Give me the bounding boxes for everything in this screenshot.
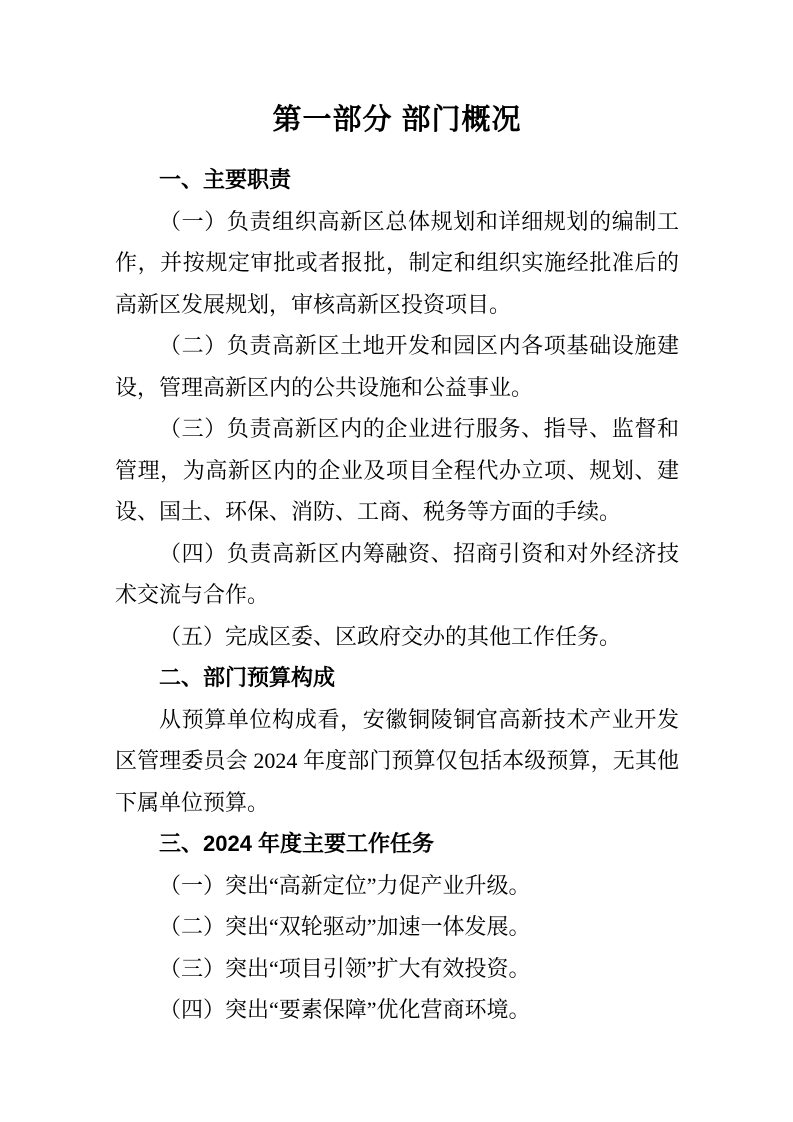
section-heading-budget-composition: 二、部门预算构成 — [159, 665, 336, 690]
paragraph: （二）突出“双轮驱动”加速一体发展。 — [159, 914, 531, 939]
section-heading-2024-main-tasks: 三、2024 年度主要工作任务 — [159, 831, 435, 856]
section-heading-main-duties: 一、主要职责 — [159, 167, 292, 192]
paragraph: （三）突出“项目引领”扩大有效投资。 — [159, 955, 531, 981]
paragraph: 从预算单位构成看，安徽铜陵铜官高新技术产业开发区管理委员会 2024 年度部门预算仅包括本级预算，无其他下属单位预算。 — [115, 706, 679, 815]
paragraph: （四）负责高新区内筹融资、招商引资和对外经济技术交流与合作。 — [115, 540, 679, 607]
paragraph: （一）突出“高新定位”力促产业升级。 — [159, 872, 531, 898]
page-title: 第一部分 部门概况 — [272, 104, 522, 136]
paragraph: （五）完成区委、区政府交办的其他工作任务。 — [159, 623, 622, 649]
paragraph: （二）负责高新区土地开发和园区内各项基础设施建设，管理高新区内的公共设施和公益事业。 — [115, 333, 679, 400]
paragraph: （一）负责组织高新区总体规划和详细规划的编制工作，并按规定审批或者报批，制定和组织实施经批准后的高新区发展规划，审核高新区投资项目。 — [115, 208, 679, 317]
paragraph: （三）负责高新区内的企业进行服务、指导、监督和管理，为高新区内的企业及项目全程代办立项、规划、建设、国土、环保、消防、工商、税务等方面的手续。 — [115, 416, 679, 524]
paragraph: （四）突出“要素保障”优化营商环境。 — [159, 997, 531, 1022]
